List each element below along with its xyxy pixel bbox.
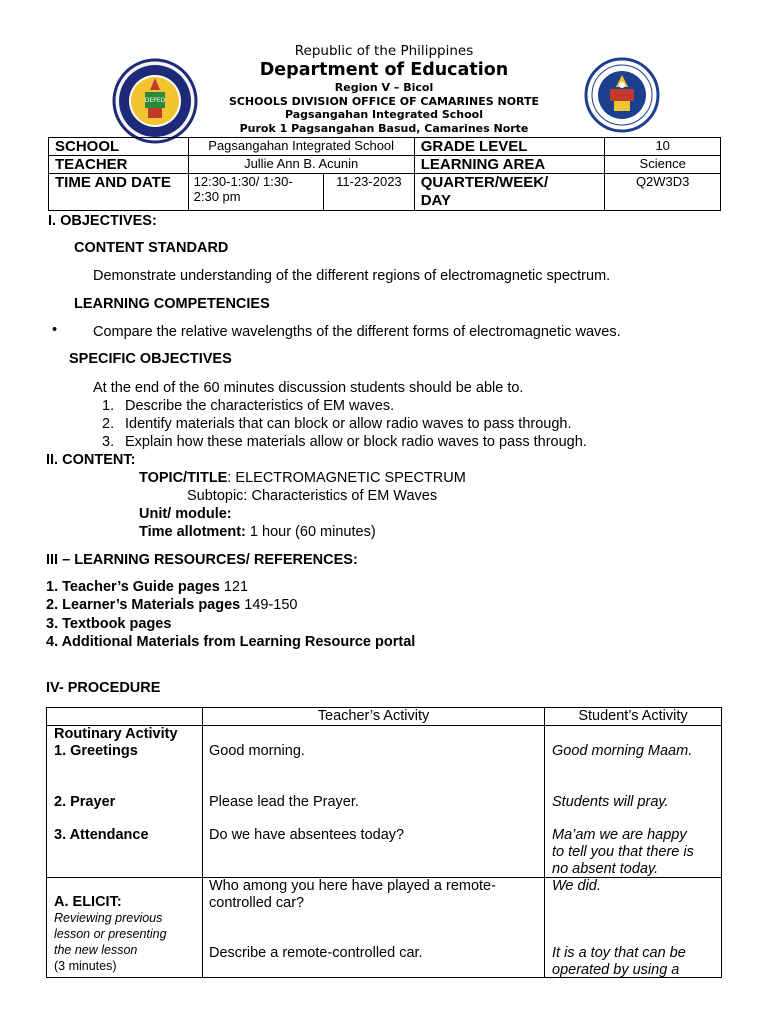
time-value [188,174,323,211]
resource-item [46,579,248,595]
elicit-desc-line-3: the new lesson [54,943,138,957]
attendance-student-line-2: to tell you that there is [552,844,694,860]
learning-competencies-heading: LEARNING COMPETENCIES [74,296,270,312]
elicit-student-line-2: It is a toy that can be [552,945,686,961]
resource-label: 2. Learner’s Materials pages [46,597,241,613]
prayer-teacher: Please lead the Prayer. [209,794,359,810]
subtopic-line: Subtopic: Characteristics of EM Waves [187,488,438,504]
content-heading: II. CONTENT: [46,452,136,468]
greetings-teacher: Good morning. [209,743,305,759]
elicit-student-line-3: operated by using a [552,962,680,978]
unit-module-label: Unit/ module: [139,506,232,522]
prayer-student: Students will pray. [552,794,669,810]
learning-area-value: Science [605,156,721,174]
quarter-label-line-1: QUARTER/WEEK/ [420,174,549,191]
grade-value: 10 [605,138,721,156]
routinary-cell [47,726,203,878]
specific-item: Explain how these materials allow or block radio waves to pass through. [125,434,587,450]
attendance-label: 3. Attendance [54,827,149,843]
greetings-label: 1. Greetings [54,743,138,759]
competency-item: Compare the relative wavelengths of the different forms of electromagnetic waves. [93,324,621,340]
teacher-value: Jullie Ann B. Acunin [188,156,414,174]
elicit-time: (3 minutes) [54,959,117,973]
time-allotment-value: 1 hour (60 minutes) [245,524,376,540]
resource-value: 121 [219,579,249,595]
quarter-value: Q2W3D3 [605,174,721,211]
routinary-teacher-cell [203,726,545,878]
address-line: Purok 1 Pagsangahan Basud, Camarines Norte [239,122,529,135]
department-title: Department of Education [259,60,509,80]
elicit-teacher-line-1: Who among you here have played a remote- [209,878,496,894]
resource-item [46,616,171,632]
procedure-heading: IV- PROCEDURE [46,680,161,696]
date-value: 11-23-2023 [324,174,415,211]
elicit-cell [47,878,203,978]
procedure-table [46,707,722,978]
region-line: Region V – Bicol [334,81,434,94]
lesson-info-table [48,137,721,211]
elicit-teacher-cell [203,878,545,978]
specific-item: Identify materials that can block or allow radio waves to pass through. [125,416,572,432]
deped-seal-icon [584,57,660,133]
prayer-label: 2. Prayer [54,794,116,810]
teacher-label: TEACHER [49,156,189,174]
elicit-desc-line-2: lesson or presenting [54,927,167,941]
bullet-icon: • [52,322,58,338]
resource-label: 1. Teacher’s Guide pages [46,579,220,595]
learning-area-label: LEARNING AREA [414,156,605,174]
elicit-desc-line-1: Reviewing previous [54,911,163,925]
resource-item [46,597,298,613]
attendance-student-line-1: Ma’am we are happy [552,827,687,843]
elicit-student-line-1: We did. [552,878,601,894]
resource-value: 149-150 [240,597,298,613]
time-allotment-line [139,524,376,540]
specific-objectives-heading: SPECIFIC OBJECTIVES [69,351,232,367]
resource-label: 3. Textbook pages [46,616,172,632]
elicit-teacher-line-2: controlled car? [209,895,305,911]
elicit-label: A. ELICIT: [54,894,122,910]
quarter-label-line-2: DAY [420,192,452,209]
time-allotment-label: Time allotment: [139,524,246,540]
attendance-teacher: Do we have absentees today? [209,827,405,843]
time-date-label: TIME AND DATE [49,174,189,211]
procedure-header-blank [47,708,203,726]
topic-line [139,470,466,486]
specific-item-number: 3. [102,434,115,450]
content-standard-text: Demonstrate understanding of the different regions of electromagnetic spectrum. [93,268,611,284]
routinary-student-cell [545,726,722,878]
resources-heading: III – LEARNING RESOURCES/ REFERENCES: [46,552,358,568]
topic-label: TOPIC/TITLE [139,470,228,486]
elicit-student-cell [545,878,722,978]
time-value-line-1: 12:30-1:30/ 1:30- [193,174,293,189]
school-line: Pagsangahan Integrated School [284,108,484,121]
division-line: SCHOOLS DIVISION OFFICE OF CAMARINES NORTE [228,95,540,108]
attendance-student-line-3: no absent today. [552,861,659,877]
routinary-label: Routinary Activity [54,726,178,742]
specific-item-number: 2. [102,416,115,432]
specific-item-number: 1. [102,398,115,414]
quarter-label [414,174,605,211]
elicit-teacher-line-3: Describe a remote-controlled car. [209,945,423,961]
school-seal-icon [112,58,198,144]
school-value: Pagsangahan Integrated School [188,138,414,156]
objectives-heading: I. OBJECTIVES: [48,213,157,229]
resource-item [46,634,415,650]
student-activity-header: Student’s Activity [545,708,722,726]
republic-line: Republic of the Philippines [294,43,474,59]
grade-label: GRADE LEVEL [414,138,605,156]
topic-value: : ELECTROMAGNETIC SPECTRUM [227,470,466,486]
greetings-student: Good morning Maam. [552,743,693,759]
svg-text:DEPED: DEPED [144,97,166,104]
school-label: SCHOOL [49,138,189,156]
content-standard-heading: CONTENT STANDARD [74,240,229,256]
specific-item: Describe the characteristics of EM waves. [125,398,395,414]
resource-label: 4. Additional Materials from Learning Resource portal [46,634,416,650]
time-value-line-2: 2:30 pm [193,189,241,204]
teacher-activity-header: Teacher’s Activity [203,708,545,726]
specific-intro: At the end of the 60 minutes discussion students should be able to. [93,380,524,396]
